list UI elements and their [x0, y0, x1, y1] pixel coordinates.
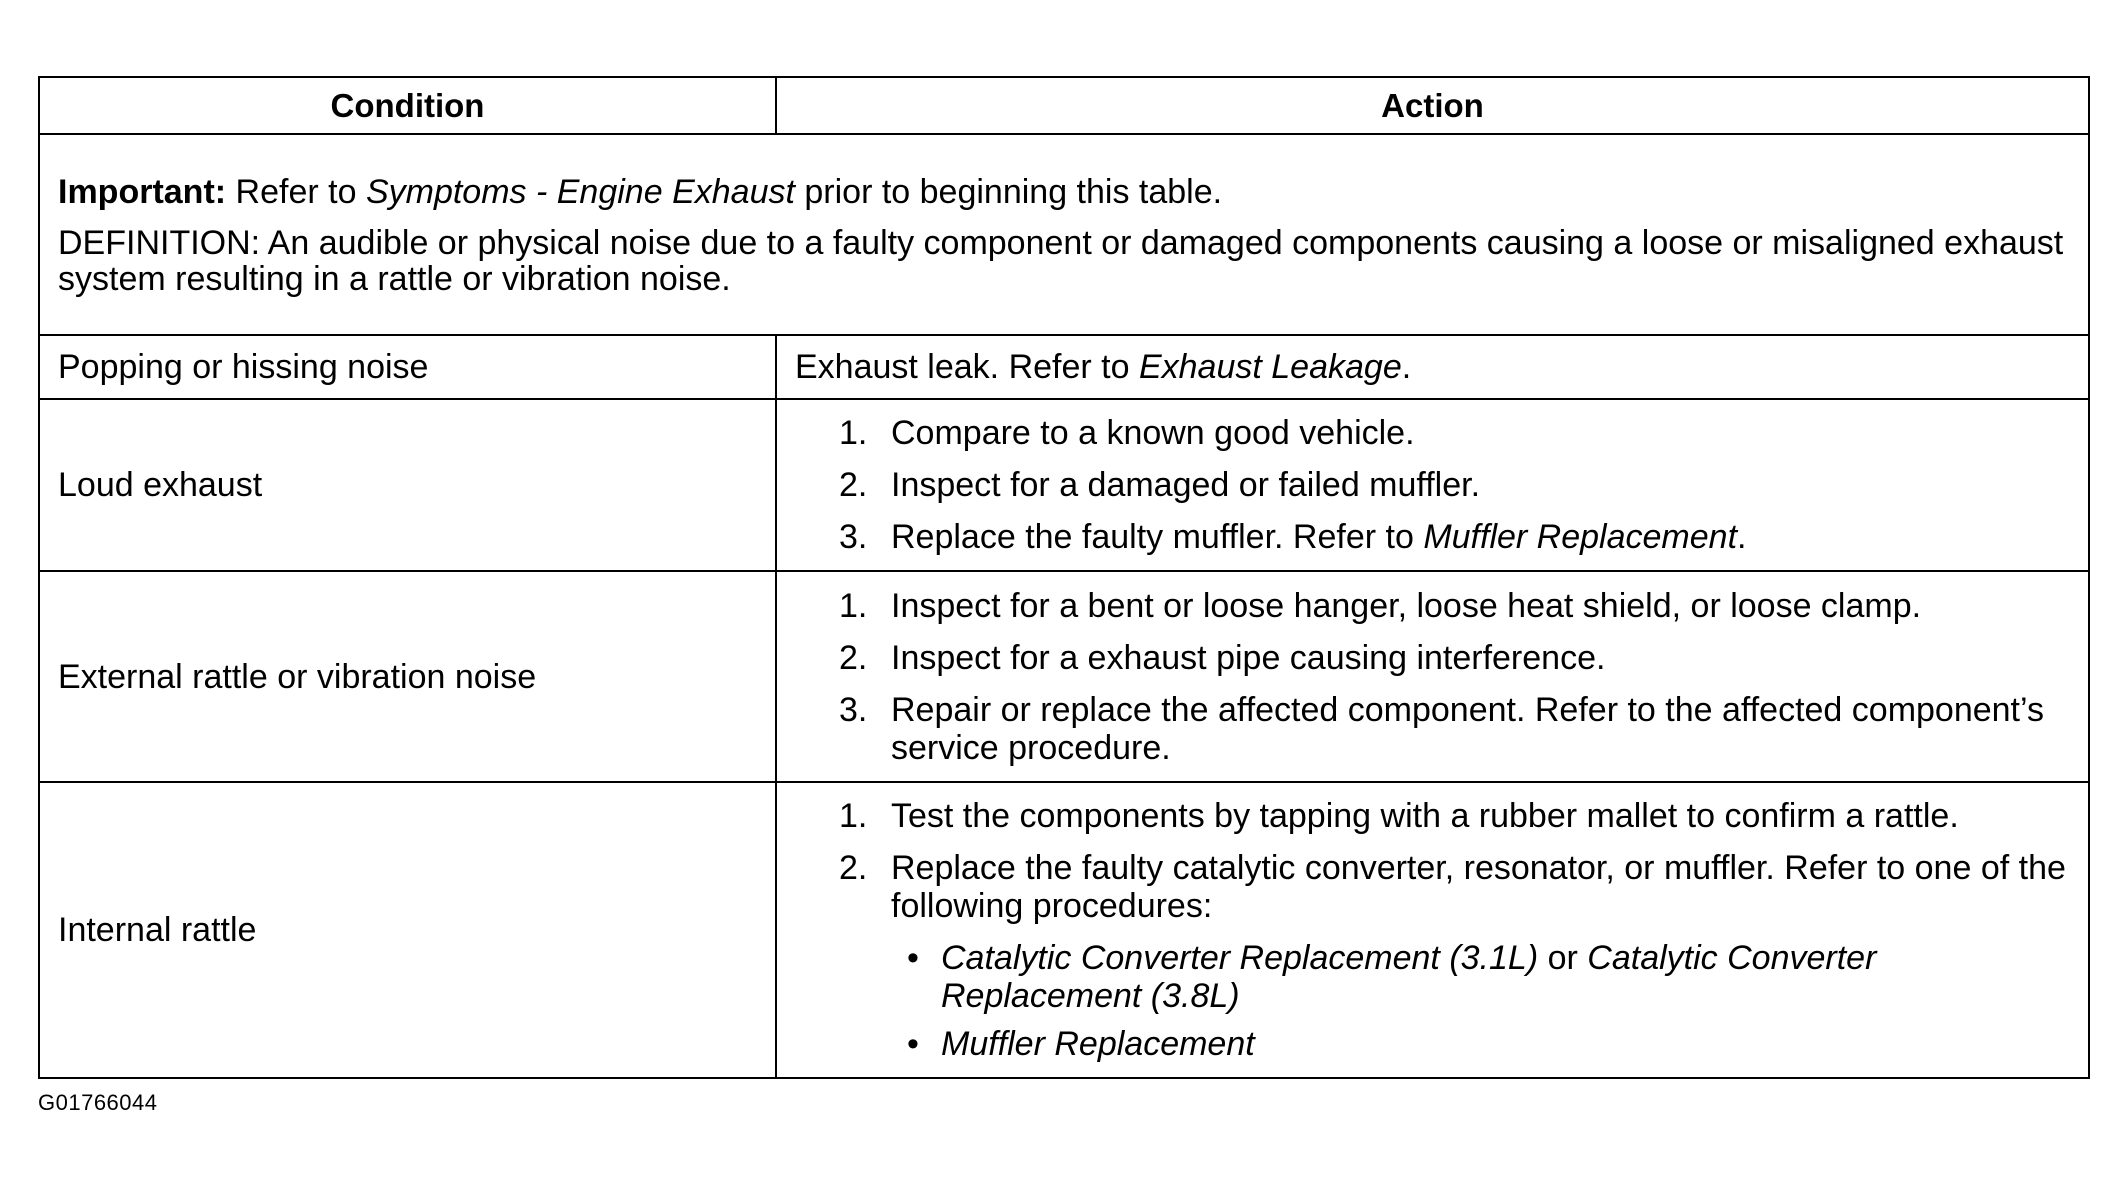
- step-list: [795, 587, 2070, 767]
- condition-cell: External rattle or vibration noise: [39, 571, 776, 782]
- step-number: 1.: [839, 414, 868, 452]
- step-list: [795, 414, 2070, 556]
- bullet-icon: •: [907, 1025, 919, 1063]
- condition-cell: Internal rattle: [39, 782, 776, 1078]
- step-number: 2.: [839, 466, 868, 504]
- important-post: prior to beginning this table.: [804, 172, 1223, 211]
- diagnostic-table: [38, 76, 2090, 1079]
- condition-cell: Popping or hissing noise: [39, 335, 776, 399]
- header-row: [39, 77, 2089, 134]
- important-reference: Symptoms - Engine Exhaust: [365, 172, 795, 211]
- step-number: 3.: [839, 518, 868, 556]
- step-reference: Muffler Replacement: [1423, 518, 1738, 556]
- step-text: Repair or replace the affected component. Refer to the affected component’s service procedure.: [891, 690, 2044, 767]
- table-row: [39, 399, 2089, 571]
- condition-cell: Loud exhaust: [39, 399, 776, 571]
- procedure-reference: Muffler Replacement: [941, 1025, 1255, 1063]
- step-number: 1.: [839, 586, 868, 625]
- figure-id: G01766044: [38, 1090, 158, 1115]
- procedure-joiner: or: [1547, 939, 1578, 977]
- step-number: 1.: [839, 797, 868, 835]
- procedure-reference: Catalytic Converter Replacement (3.1L): [941, 939, 1539, 977]
- procedure-item: [891, 939, 2070, 1015]
- step-number: 3.: [839, 690, 868, 729]
- step-item: [795, 587, 2070, 625]
- step-number: 2.: [839, 849, 868, 887]
- step-text: Replace the faulty catalytic converter, resonator, or muffler. Refer to one of the following procedures:: [891, 849, 2066, 925]
- action-reference: Exhaust Leakage: [1138, 348, 1402, 386]
- step-item: [795, 849, 2070, 1063]
- action-pre: Exhaust leak. Refer to: [795, 348, 1130, 386]
- action-cell: [776, 335, 2089, 399]
- step-item: [795, 797, 2070, 835]
- action-cell: [776, 782, 2089, 1078]
- step-text: Inspect for a exhaust pipe causing interference.: [891, 638, 1606, 677]
- note-row: [39, 134, 2089, 335]
- step-item: [795, 639, 2070, 677]
- action-post: .: [1401, 348, 1412, 386]
- table-row: [39, 335, 2089, 399]
- step-text: Inspect for a damaged or failed muffler.: [891, 466, 1481, 504]
- step-text: Test the components by tapping with a rubber mallet to confirm a rattle.: [891, 797, 1959, 835]
- table-row: [39, 571, 2089, 782]
- important-note: [58, 173, 2070, 211]
- step-item: [795, 691, 2070, 767]
- header-condition: Condition: [39, 77, 776, 134]
- step-text: Replace the faulty muffler. Refer to: [891, 518, 1414, 556]
- header-action: Action: [776, 77, 2089, 134]
- definition-text: DEFINITION: An audible or physical noise due to a faulty component or damaged components causing a loose or misaligned exhaust system resulting in a rattle or vibration noise.: [58, 223, 2064, 298]
- important-label: Important:: [58, 172, 227, 211]
- step-number: 2.: [839, 638, 868, 677]
- procedure-item: [891, 1025, 2070, 1063]
- action-cell: [776, 571, 2089, 782]
- note-cell: [39, 134, 2089, 335]
- procedure-reference: Catalytic Converter Replacement (3.8L): [941, 939, 1877, 1015]
- step-item: [795, 518, 2070, 556]
- step-text-post: .: [1737, 518, 1747, 556]
- important-pre: Refer to: [235, 172, 357, 211]
- step-text: Inspect for a bent or loose hanger, loose heat shield, or loose clamp.: [891, 586, 1922, 625]
- step-item: [795, 414, 2070, 452]
- step-item: [795, 466, 2070, 504]
- step-list: [795, 797, 2070, 1063]
- action-cell: [776, 399, 2089, 571]
- table-row: [39, 782, 2089, 1078]
- step-text: Compare to a known good vehicle.: [891, 414, 1415, 452]
- bullet-icon: •: [907, 939, 919, 977]
- procedure-list: [891, 939, 2070, 1063]
